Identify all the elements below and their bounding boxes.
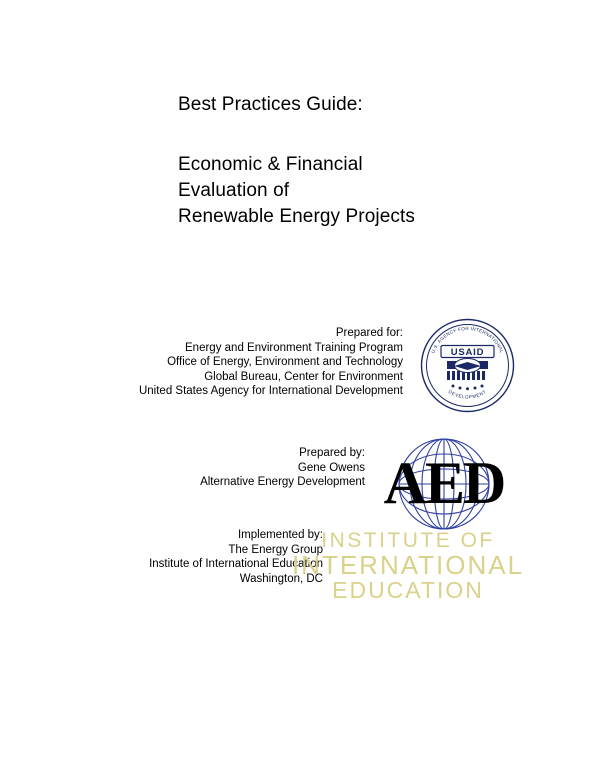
svg-text:USAID: USAID [450, 346, 485, 358]
prepared-for-block [40, 326, 403, 399]
implemented-by-block [40, 528, 323, 586]
prepared-by-block [40, 446, 365, 490]
prepared-by-line-2: Alternative Energy Development [200, 476, 365, 488]
prepared-for-line-4: United States Agency for International Development [138, 385, 403, 397]
page-title: Best Practices Guide: [178, 94, 363, 115]
iie-logo [288, 528, 528, 603]
prepared-by-heading: Prepared by: [299, 447, 365, 459]
implemented-by-line-1: The Energy Group [228, 543, 323, 556]
usaid-logo [420, 318, 515, 413]
iie-line-2: INTERNATIONAL [291, 550, 525, 580]
implemented-by-line-2: Institute of International Education [149, 558, 323, 570]
prepared-for-line-2: Office of Energy, Environment and Technology [167, 356, 403, 368]
page-subtitle-line-1: Economic & Financial [178, 154, 363, 175]
prepared-by-line-1: Gene Owens [297, 461, 365, 474]
prepared-for-line-1: Energy and Environment Training Program [185, 341, 403, 354]
svg-text:DEVELOPMENT: DEVELOPMENT [447, 388, 488, 400]
aed-wordmark: AED [383, 450, 505, 516]
aed-logo [368, 436, 520, 532]
page-subtitle-line-2: Evaluation of [178, 180, 290, 201]
implemented-by-heading: Implemented by: [237, 529, 323, 541]
iie-line-3: EDUCATION [332, 577, 484, 603]
prepared-for-line-3: Global Bureau, Center for Environment [204, 370, 403, 383]
svg-text:U.S. AGENCY FOR INTERNATIONAL: U.S. AGENCY FOR INTERNATIONAL [430, 325, 505, 354]
iie-line-1: INSTITUTE OF [321, 529, 495, 552]
page-subtitle [178, 152, 558, 230]
page-subtitle-line-3: Renewable Energy Projects [178, 206, 415, 227]
usaid-seal-icon [420, 318, 515, 413]
title-block [178, 92, 558, 230]
implemented-by-line-3: Washington, DC [239, 572, 323, 585]
prepared-for-heading: Prepared for: [335, 327, 403, 339]
